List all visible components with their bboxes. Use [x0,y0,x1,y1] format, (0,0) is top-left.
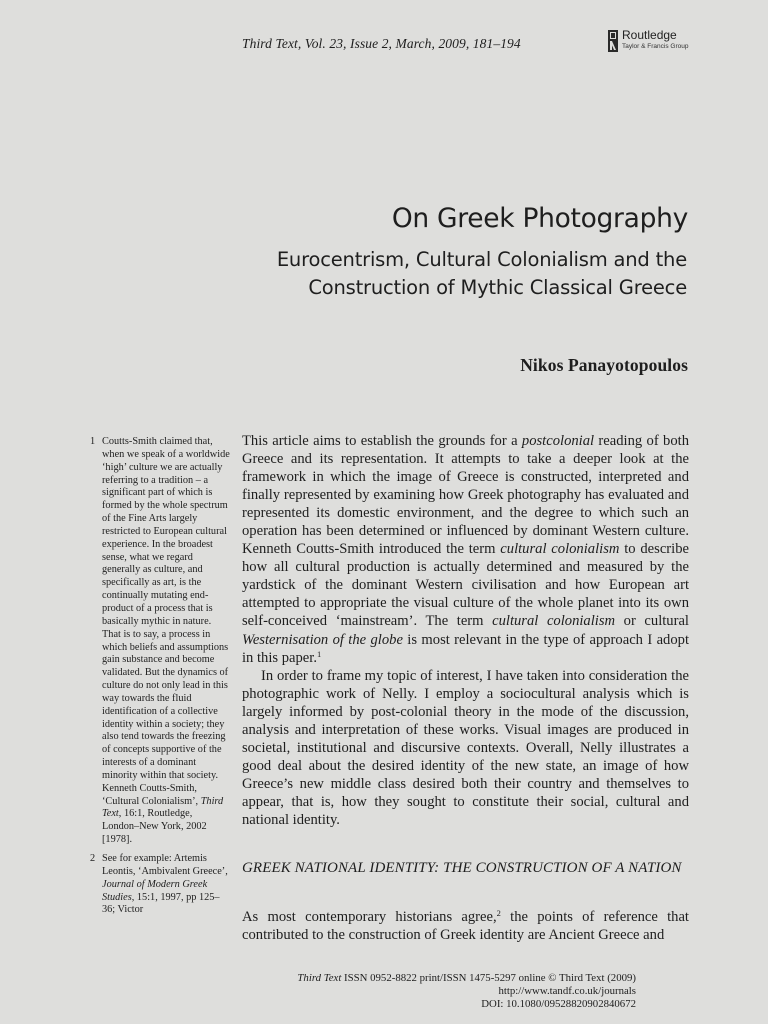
section-heading: GREEK NATIONAL IDENTITY: THE CONSTRUCTION OF A NATION [242,860,682,876]
italic-term: Westernisation of the globe [242,631,403,648]
text-run: This article aims to establish the grounds for a [242,433,522,449]
paragraph-2: In order to frame my topic of interest, I have taken into consideration the photographic work of Nelly. I employ a sociocultural analysis which is largely informed by post-colonial theory in the mode of the discussion, analysis and interpretation of these works. Visual images are produced in societal, institutional and discursive contexts. Overall, Nelly illustrates a good deal about the desired identity of the new state, an image of how Greece’s new middle class desired both their country and themselves to appear, that is, how they sought to constitute their social, cultural and national identity. [242,667,689,828]
paragraph-1 [242,432,689,667]
footer-issn-line [297,972,636,985]
italic-term: cultural colonialism [500,541,620,558]
journal-reference: Third Text, Vol. 23, Issue 2, March, 2009, 181–194 [242,36,521,51]
publisher-logo [608,28,708,54]
footnote-source-title: Third Text [102,795,224,820]
text-run: to describe how all cultural production is actually determined and measured by the yardstick of the dominant Western civilisation and how European art attempted to appropriate the visual culture of the whole planet into its own self-conceived ‘mainstream’. The term [242,541,689,630]
text-run: is most relevant in the type of approach I adopt in this paper. [242,631,689,666]
footnote-number: 1 [90,436,96,447]
footnote-number: 2 [90,853,96,864]
margin-notes [90,436,230,923]
paragraph-3 [242,908,689,944]
article-title: On Greek Photography [391,203,688,234]
text-run: reading of both Greece and its representation. It attempts to take a deeper look at the framework in which the image of Greece is constructed, interpreted and finally represented by examining how Greek photography has evaluated and represented its domestic environment, and the degree to which such an operation has been determined or influenced by dominant Western culture. Kenneth Coutts-Smith introduced the term [242,433,689,558]
italic-term: cultural colonialism [492,613,616,630]
footnote-1 [90,436,230,847]
footnote-2 [90,853,230,917]
article-body-continued [242,908,689,944]
article-subtitle: Eurocentrism, Cultural Colonialism and the Construction of Mythic Classical Greece [276,248,687,299]
footnote-source-title: Journal of Modern Greek Studies [102,878,208,903]
footnote-source-details: , 16:1, Routledge, London–New York, 2002 [1978]. [102,808,207,846]
publisher-group: Taylor & Francis Group [622,43,689,50]
footer-url[interactable]: http://www.tandf.co.uk/journals [498,984,636,997]
page-footer [297,972,636,1010]
publisher-name: Routledge [622,28,677,42]
footnote-text: See for example: Artemis Leontis, ‘Ambivalent Greece’, [102,853,228,877]
footnote-ref-2[interactable]: 2 [496,908,501,918]
text-run: As most contemporary historians agree, [242,909,497,925]
text-run: the points of reference that contributed to the construction of Greek identity are Ancient Greece and [242,909,689,944]
italic-term: postcolonial [521,433,595,449]
footer-doi: DOI: 10.1080/09528820902840672 [481,997,636,1010]
routledge-logo-icon [608,30,618,52]
footer-journal: Third Text [297,972,342,984]
article-author: Nikos Panayotopoulos [520,355,688,375]
footnote-text: Coutts-Smith claimed that, when we speak of a worldwide ‘high’ culture we are actually referring to a tradition – a significant part of which is formed by the whole spectrum of the Fine Arts largely restricted to European cultural experience. In the broadest sense, what we regard generally as culture, and specifically as art, is the continually mutating end-product of a process that is basically mythic in nature. That is to say, a process in which beliefs and assumptions gain substance and become validated. But the dynamics of culture do not only lead in this way towards the fluid identification of a collective identity within a society; they also tend towards the freezing of concepts supportive of the interests of a dominant minority within that society. Kenneth Coutts-Smith, ‘Cultural Colonialism’, [102,436,230,807]
footnote-source-details: , 15:1, 1997, pp 125–36; Victor [102,891,220,916]
footnote-ref-1[interactable]: 1 [317,648,322,659]
footer-issn: ISSN 0952-8822 print/ISSN 1475-5297 online © Third Text (2009) [341,972,636,984]
text-run: or cultural [615,613,689,630]
article-body [242,432,689,829]
